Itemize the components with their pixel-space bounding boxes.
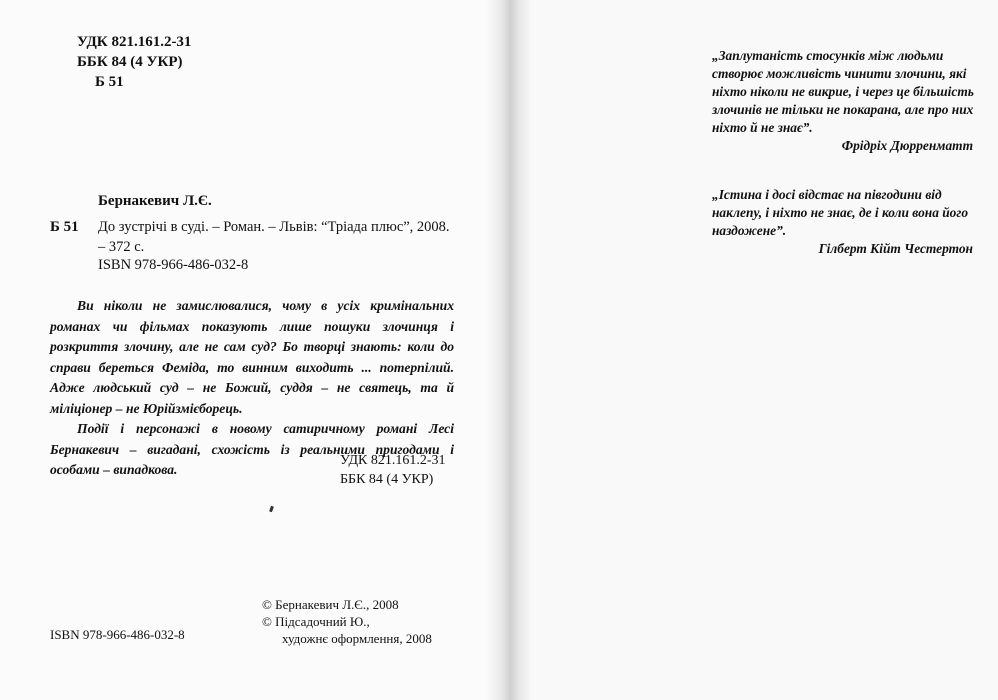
copyright-block (262, 596, 432, 647)
epigraph-author: Гілберт Кійт Честертон (818, 241, 973, 256)
copyright-design: художнє оформлення, 2008 (282, 631, 432, 646)
bib-description: До зустрічі в суді. – Роман. – Львів: “Тріада плюс”, 2008. – 372 с. (98, 219, 450, 255)
udk-code: УДК 821.161.2-31 (77, 34, 192, 50)
book-spine (486, 0, 530, 700)
copyright-author: © Бернакевич Л.Є., 2008 (262, 597, 399, 612)
classification-bottom (340, 451, 446, 489)
classification-header (77, 32, 191, 92)
copyright-illustrator: © Підсадочний Ю., (262, 614, 370, 629)
epigraph-author: Фрідріх Дюрренматт (841, 138, 973, 153)
epigraph (712, 186, 977, 258)
author-sign-code: Б 51 (95, 74, 124, 90)
udk-code-bottom: УДК 821.161.2-31 (340, 453, 446, 468)
epigraph-quote: „Істина і досі відстає на півгодини від наклепу, і ніхто не знає, де і коли вона його наздожене”. (712, 187, 969, 238)
annotation-paragraph: Події і персонажі в новому сатиричному романі Лесі Бернакевич – вигадані, схожість із реальними пригодами і особами – випадкова. (50, 421, 454, 477)
epigraph (712, 47, 977, 155)
bbk-code-bottom: ББК 84 (4 УКР) (340, 472, 434, 487)
isbn-bottom: ISBN 978-966-486-032-8 (50, 627, 185, 642)
annotation-paragraph: Ви ніколи не замислювалися, чому в усіх кримінальних романах чи фільмах показують лише пошуки злочинця і розкриття злочину, але не сам суд? Бо творці знають: коли до справи береться Феміда, то винним виходить ... потерпілий. Адже людський суд – не Божий, суддя – не святець, та й міліціонер – не Юрійзмієборець. (50, 298, 454, 416)
bib-code: Б 51 (50, 219, 79, 235)
epigraph-quote: „Заплутаність стосунків між людьми створює можливість чинити злочини, які ніхто ніколи не викрие, і через це більшість злочинів не тільки не покарана, але про них ніхто й не знає”. (712, 48, 974, 135)
bbk-code: ББК 84 (4 УКР) (77, 54, 183, 70)
bib-isbn: ISBN 978-966-486-032-8 (98, 257, 249, 273)
bib-author: Бернакевич Л.Є. (98, 193, 212, 209)
